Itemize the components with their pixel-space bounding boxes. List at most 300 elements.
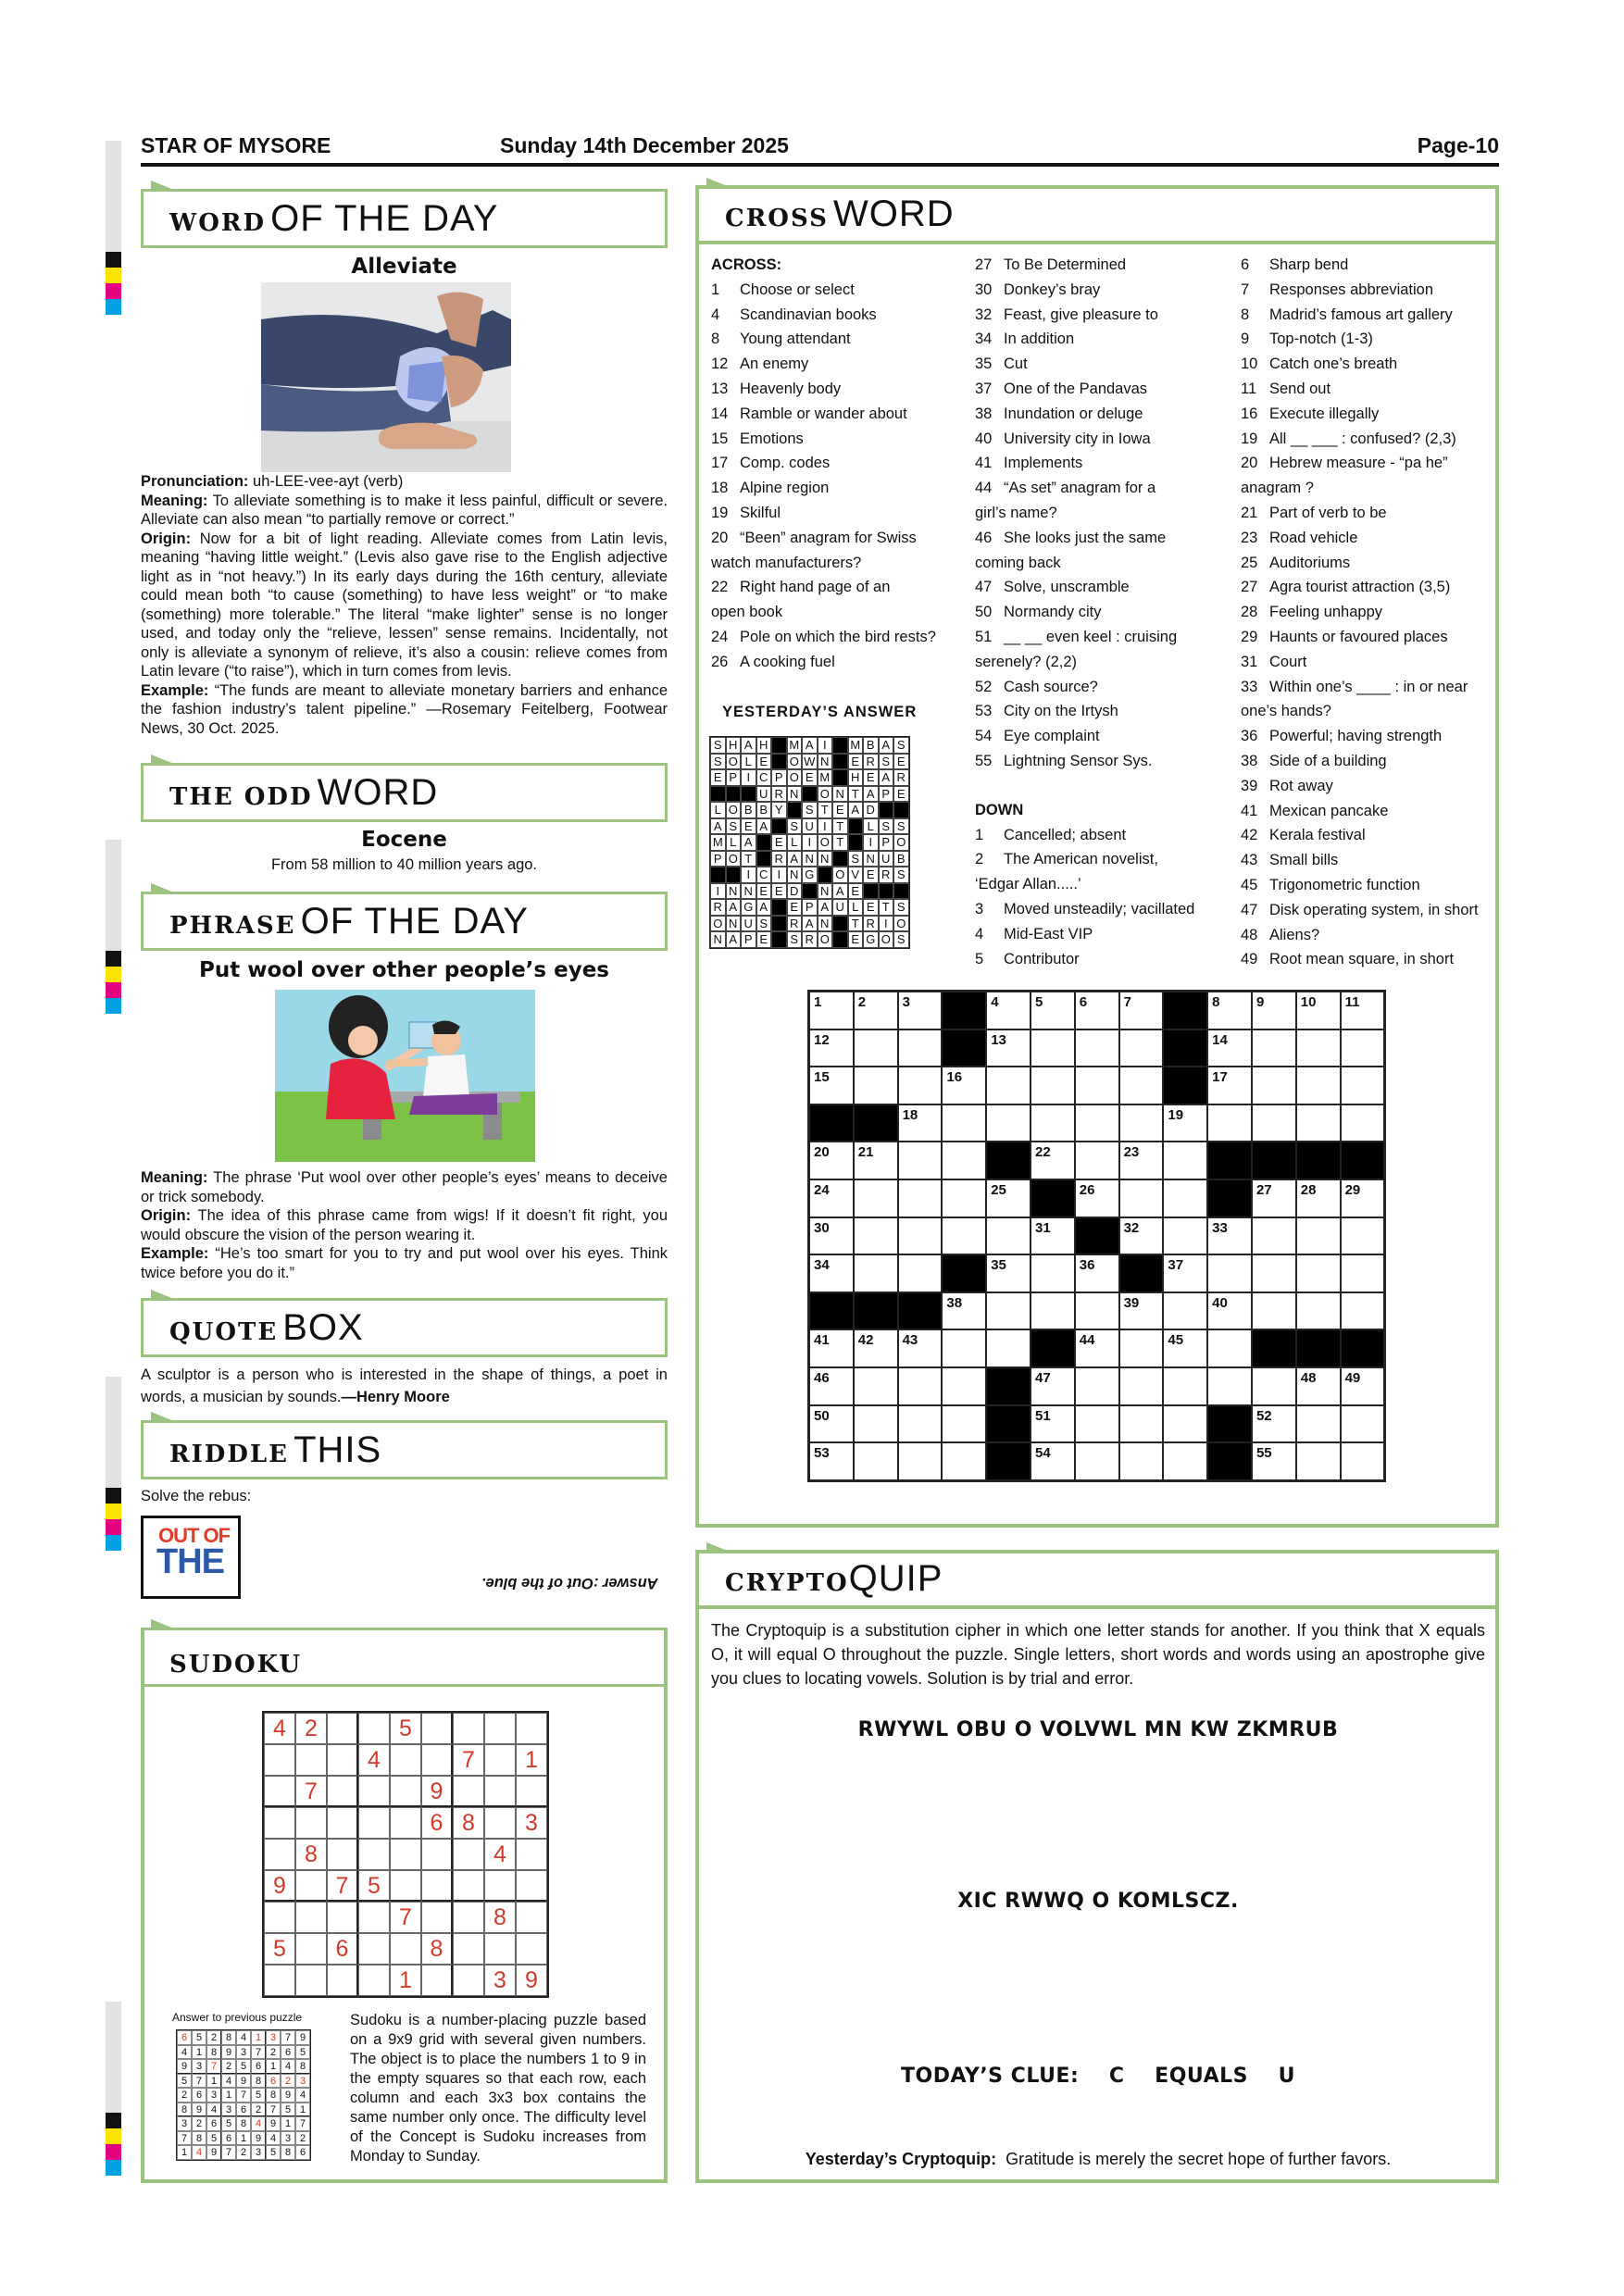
answer-cell [832, 754, 848, 770]
clue-item: 8 Madrid’s famous art gallery [1241, 306, 1453, 323]
crossword-cell[interactable] [1296, 1029, 1341, 1067]
answer-cell: N [818, 851, 833, 867]
crossword-cell[interactable] [1296, 1405, 1341, 1443]
crossword-cell[interactable] [898, 1217, 943, 1255]
crossword-cell[interactable] [942, 1104, 986, 1142]
crossword-cell[interactable]: 37 [1163, 1254, 1207, 1292]
sudoku-cell[interactable] [295, 1933, 327, 1965]
previous-answer-cell: 5 [221, 2116, 236, 2131]
answer-cell: E [756, 883, 772, 900]
crossword-cell[interactable] [1119, 1367, 1164, 1405]
answer-cell: U [879, 851, 894, 867]
crossword-cell[interactable] [1207, 1254, 1252, 1292]
crossword-block [1296, 1142, 1341, 1179]
crossword-cell[interactable] [1075, 1292, 1119, 1330]
crossword-cell[interactable]: 26 [1075, 1179, 1119, 1217]
crossword-cell[interactable]: 2 [854, 992, 898, 1029]
crossword-cell[interactable] [1252, 1292, 1296, 1330]
sudoku-cell[interactable] [295, 1870, 327, 1902]
crossword-cell[interactable] [1341, 1405, 1385, 1443]
crossword-cell[interactable]: 18 [898, 1104, 943, 1142]
crossword-cell[interactable]: 10 [1296, 992, 1341, 1029]
crossword-cell[interactable]: 25 [986, 1179, 1031, 1217]
sudoku-cell[interactable] [390, 1870, 421, 1902]
crossword-cell[interactable]: 44 [1075, 1329, 1119, 1367]
crossword-cell[interactable]: 51 [1031, 1405, 1075, 1443]
crossword-cell[interactable]: 14 [1207, 1029, 1252, 1067]
crossword-cell[interactable]: 7 [1119, 992, 1164, 1029]
crossword-cell[interactable] [1296, 1217, 1341, 1255]
sudoku-cell[interactable] [295, 1902, 327, 1933]
crossword-cell[interactable]: 41 [809, 1329, 854, 1367]
crossword-cell[interactable] [986, 1217, 1031, 1255]
crossword-cell[interactable] [1075, 1029, 1119, 1067]
crossword-cell[interactable] [1252, 1217, 1296, 1255]
sudoku-cell[interactable] [390, 1807, 421, 1839]
answer-cell: E [802, 769, 818, 786]
crossword-cell[interactable] [1252, 1067, 1296, 1104]
crossword-cell[interactable] [1252, 1254, 1296, 1292]
answer-cell [879, 802, 894, 818]
crossword-cell[interactable] [854, 1405, 898, 1443]
crossword-cell[interactable] [1341, 1104, 1385, 1142]
crossword-cell[interactable]: 3 [898, 992, 943, 1029]
crossword-cell[interactable] [1341, 1292, 1385, 1330]
crossword-cell[interactable] [1075, 1067, 1119, 1104]
previous-answer-cell: 4 [192, 2145, 206, 2160]
sudoku-cell[interactable] [295, 1744, 327, 1776]
answer-cell: E [771, 883, 787, 900]
sudoku-grid[interactable] [262, 1711, 549, 1998]
sudoku-cell[interactable] [453, 1965, 484, 1996]
crossword-cell[interactable] [1341, 1067, 1385, 1104]
crossword-cell[interactable]: 38 [942, 1292, 986, 1330]
clue-item: 11 Send out [1241, 380, 1331, 397]
crossword-cell[interactable]: 6 [1075, 992, 1119, 1029]
sudoku-cell[interactable] [327, 1839, 358, 1870]
sudoku-cell[interactable] [264, 1807, 295, 1839]
answer-cell: O [818, 931, 833, 948]
previous-answer-cell: 4 [295, 2088, 310, 2103]
crossword-cell[interactable]: 55 [1252, 1442, 1296, 1480]
previous-answer-cell: 6 [221, 2131, 236, 2146]
clue-item: 23 Road vehicle [1241, 529, 1358, 546]
crossword-cell[interactable]: 5 [1031, 992, 1075, 1029]
crossword-cell[interactable]: 48 [1296, 1367, 1341, 1405]
clue-item: 6 Sharp bend [1241, 256, 1349, 273]
sudoku-cell[interactable] [421, 1713, 453, 1744]
crossword-cell[interactable] [854, 1442, 898, 1480]
sudoku-cell[interactable] [358, 1933, 390, 1965]
crossword-block [986, 1405, 1031, 1443]
crossword-cell[interactable] [1119, 1104, 1164, 1142]
crossword-cell[interactable]: 16 [942, 1067, 986, 1104]
sudoku-cell[interactable] [484, 1870, 516, 1902]
crossword-cell[interactable]: 47 [1031, 1367, 1075, 1405]
previous-answer-cell: 3 [192, 2059, 206, 2074]
crossword-cell[interactable]: 45 [1163, 1329, 1207, 1367]
crossword-block [1207, 1405, 1252, 1443]
clue-item: 45 Trigonometric function [1241, 876, 1420, 893]
clue-item: 14 Ramble or wander about [711, 405, 907, 422]
answer-cell: L [848, 899, 864, 916]
crossword-cell[interactable] [986, 1292, 1031, 1330]
crossword-cell[interactable] [1163, 1367, 1207, 1405]
crossword-cell[interactable] [1296, 1254, 1341, 1292]
crossword-cell[interactable]: 31 [1031, 1217, 1075, 1255]
answer-cell: E [741, 818, 756, 835]
crossword-cell[interactable] [1075, 1367, 1119, 1405]
sudoku-cell[interactable] [453, 1776, 484, 1807]
sudoku-cell[interactable] [516, 1933, 547, 1965]
clue-continuation: ‘Edgar Allan.....’ [975, 876, 1081, 893]
answer-cell: P [802, 899, 818, 916]
crossword-cell[interactable] [1296, 1442, 1341, 1480]
crossword-cell[interactable] [854, 1029, 898, 1067]
sudoku-cell[interactable] [327, 1807, 358, 1839]
sudoku-cell[interactable] [390, 1839, 421, 1870]
sudoku-cell: 1 [516, 1744, 547, 1776]
crossword-cell[interactable]: 36 [1075, 1254, 1119, 1292]
previous-answer-cell: 7 [206, 2059, 221, 2074]
crossword-cell[interactable]: 42 [854, 1329, 898, 1367]
answer-cell: E [893, 754, 909, 770]
sudoku-cell[interactable] [327, 1965, 358, 1996]
previous-answer-cell: 1 [221, 2088, 236, 2103]
clue-continuation: watch manufacturers? [711, 554, 862, 571]
previous-answer-cell: 6 [177, 2030, 192, 2045]
previous-answer-cell: 1 [192, 2045, 206, 2060]
previous-answer-cell: 1 [281, 2116, 295, 2131]
quote-text: A sculptor is a person who is interested in the shape of things, a poet in words, a musician by sounds.—Henry Moore [141, 1366, 668, 1405]
crossword-cell[interactable] [942, 1142, 986, 1179]
sudoku-cell[interactable] [327, 1744, 358, 1776]
answer-cell: A [802, 916, 818, 932]
registration-bar [106, 840, 121, 951]
previous-answer-cell: 6 [281, 2045, 295, 2060]
clue-item: 7 Responses abbreviation [1241, 281, 1434, 298]
crossword-cell[interactable] [1031, 1292, 1075, 1330]
sudoku-cell[interactable] [264, 1744, 295, 1776]
crossword-cell[interactable] [898, 1405, 943, 1443]
crossword-cell[interactable]: 24 [809, 1179, 854, 1217]
sudoku-cell[interactable] [484, 1713, 516, 1744]
crossword-cell[interactable] [1341, 1029, 1385, 1067]
crossword-cell[interactable] [986, 1067, 1031, 1104]
foot-ice-pack-image [261, 282, 511, 472]
sudoku-cell[interactable] [295, 1807, 327, 1839]
crossword-cell[interactable]: 50 [809, 1405, 854, 1443]
sudoku-cell[interactable] [421, 1744, 453, 1776]
crossword-cell[interactable]: 13 [986, 1029, 1031, 1067]
word-of-day-body: Pronunciation: uh-LEE-vee-ayt (verb) Meaning: To alleviate something is to make it less painful, difficult or severe. Alleviate can also mean “to partially remove or correct.” Origin: Now for a bit of light reading. Alleviate comes from Latin levis, meaning “having little weight.” (Levis also gave rise to the English adjective light as in “not heavy.”) In its early days during the 16th century, alleviate could mean both “to cause (something) to have less weight” or “to make (something) more tolerable.” The literal “make lighter” sense is no longer used, and today only the “relieve, lessen” sense remains. Incidentally, not only is alleviate a synonym of relieve, it’s also a cousin: relieve comes from Latin levare (“to raise”), which in turn comes from levis. Example: “The funds are meant to alleviate monetary barriers and enhance the fashion industry’s talent pipeline.” —Rosemary Feitelberg, Footwear News, 30 Oct. 2025. [141, 473, 668, 737]
crossword-cell[interactable] [1163, 1217, 1207, 1255]
answer-cell [787, 802, 803, 818]
answer-cell: I [863, 834, 879, 851]
crossword-cell[interactable] [1119, 1067, 1164, 1104]
crossword-cell[interactable]: 29 [1341, 1179, 1385, 1217]
answer-cell: I [771, 867, 787, 883]
color-registration-marks [106, 951, 121, 1014]
riddle-prompt: Solve the rebus: [141, 1488, 252, 1504]
sudoku-cell[interactable] [453, 1713, 484, 1744]
sudoku-cell[interactable] [453, 1870, 484, 1902]
answer-cell: H [848, 769, 864, 786]
answer-cell [771, 737, 787, 754]
answer-cell: E [771, 834, 787, 851]
clue-item: 13 Heavenly body [711, 380, 842, 397]
crossword-cell[interactable]: 39 [1119, 1292, 1164, 1330]
sudoku-cell[interactable] [358, 1839, 390, 1870]
crossword-cell[interactable] [1296, 1292, 1341, 1330]
answer-cell: N [710, 931, 726, 948]
crossword-cell[interactable] [1075, 1104, 1119, 1142]
answer-cell: L [787, 834, 803, 851]
crossword-cell[interactable] [1119, 1442, 1164, 1480]
crossword-cell[interactable] [1296, 1104, 1341, 1142]
crossword-cell[interactable]: 20 [809, 1142, 854, 1179]
crossword-cell[interactable] [986, 1104, 1031, 1142]
crossword-cell[interactable] [854, 1254, 898, 1292]
yesterday-answer-label: YESTERDAY’S ANSWER [722, 704, 918, 720]
sudoku-cell[interactable] [516, 1776, 547, 1807]
crossword-cell[interactable] [1031, 1067, 1075, 1104]
crossword-cell[interactable]: 35 [986, 1254, 1031, 1292]
crossword-cell[interactable]: 43 [898, 1329, 943, 1367]
answer-cell [802, 883, 818, 900]
previous-answer-cell: 9 [192, 2103, 206, 2117]
crossword-cell[interactable] [1207, 1104, 1252, 1142]
crossword-cell[interactable] [1031, 1254, 1075, 1292]
clue-item: 1 Choose or select [711, 281, 855, 298]
sudoku-cell[interactable] [327, 1902, 358, 1933]
previous-answer-cell: 9 [281, 2088, 295, 2103]
crossword-cell[interactable]: 9 [1252, 992, 1296, 1029]
sudoku-cell[interactable] [484, 1776, 516, 1807]
answer-cell: R [863, 916, 879, 932]
clue-item: 16 Execute illegally [1241, 405, 1380, 422]
crossword-cell[interactable]: 32 [1119, 1217, 1164, 1255]
crossword-cell[interactable] [1119, 1329, 1164, 1367]
answer-cell: P [771, 769, 787, 786]
crossword-cell[interactable] [1341, 1254, 1385, 1292]
sudoku-cell[interactable] [358, 1807, 390, 1839]
answer-cell: B [756, 802, 772, 818]
crossword-cell[interactable]: 12 [809, 1029, 854, 1067]
answer-cell: U [741, 916, 756, 932]
crossword-cell[interactable] [1296, 1067, 1341, 1104]
crossword-cell[interactable]: 1 [809, 992, 854, 1029]
crossword-block [1031, 1179, 1075, 1217]
sudoku-cell[interactable] [264, 1776, 295, 1807]
previous-answer-cell: 5 [192, 2030, 206, 2045]
crossword-cell[interactable] [942, 1329, 986, 1367]
sudoku-cell[interactable] [327, 1776, 358, 1807]
crossword-cell[interactable] [1163, 1179, 1207, 1217]
crossword-cell[interactable] [1341, 1217, 1385, 1255]
crossword-cell[interactable]: 34 [809, 1254, 854, 1292]
crossword-grid[interactable] [807, 990, 1386, 1482]
sudoku-cell[interactable] [484, 1744, 516, 1776]
crossword-cell[interactable] [1075, 1442, 1119, 1480]
previous-answer-cell: 1 [266, 2059, 281, 2074]
crossword-cell[interactable] [854, 1217, 898, 1255]
crossword-cell[interactable] [942, 1367, 986, 1405]
answer-cell [893, 802, 909, 818]
clue-item: 20 “Been” anagram for Swiss [711, 529, 917, 546]
crossword-cell[interactable] [1075, 1142, 1119, 1179]
crossword-cell[interactable] [1341, 1442, 1385, 1480]
clue-item: 2 The American novelist, [975, 851, 1158, 868]
sudoku-cell[interactable] [516, 1902, 547, 1933]
crossword-cell[interactable] [942, 1442, 986, 1480]
previous-answer-cell: 8 [266, 2088, 281, 2103]
sudoku-cell[interactable] [453, 1839, 484, 1870]
crossword-cell[interactable] [898, 1442, 943, 1480]
crossword-cell[interactable] [1031, 1029, 1075, 1067]
clue-item: 46 She looks just the same [975, 529, 1167, 546]
crossword-cell[interactable]: 27 [1252, 1179, 1296, 1217]
crossword-cell[interactable] [854, 1067, 898, 1104]
crossword-cell[interactable]: 11 [1341, 992, 1385, 1029]
crossword-cell[interactable]: 54 [1031, 1442, 1075, 1480]
crossword-cell[interactable] [1119, 1405, 1164, 1443]
previous-answer-cell: 7 [266, 2103, 281, 2117]
crossword-cell[interactable] [1075, 1405, 1119, 1443]
crossword-cell[interactable]: 4 [986, 992, 1031, 1029]
crossword-cell[interactable] [1252, 1367, 1296, 1405]
sudoku-cell: 4 [484, 1839, 516, 1870]
sudoku-cell[interactable] [264, 1902, 295, 1933]
yesterday-answer-grid [709, 736, 910, 949]
crossword-cell[interactable] [942, 1405, 986, 1443]
crossword-cell[interactable]: 30 [809, 1217, 854, 1255]
crossword-cell[interactable] [1163, 1142, 1207, 1179]
answer-cell [741, 786, 756, 803]
previous-answer-cell: 7 [281, 2030, 295, 2045]
crossword-cell[interactable] [854, 1179, 898, 1217]
crossword-cell[interactable]: 52 [1252, 1405, 1296, 1443]
crossword-cell[interactable]: 17 [1207, 1067, 1252, 1104]
crossword-cell[interactable]: 19 [1163, 1104, 1207, 1142]
crossword-cell[interactable]: 8 [1207, 992, 1252, 1029]
crossword-cell[interactable] [986, 1329, 1031, 1367]
crossword-block [1207, 1442, 1252, 1480]
word-of-day-title: Alleviate [351, 255, 457, 279]
sudoku-cell[interactable] [421, 1965, 453, 1996]
crossword-cell[interactable] [1252, 1029, 1296, 1067]
crossword-cell[interactable]: 21 [854, 1142, 898, 1179]
sudoku-cell[interactable] [421, 1839, 453, 1870]
crossword-cell[interactable] [854, 1367, 898, 1405]
sudoku-cell[interactable] [390, 1933, 421, 1965]
answer-cell: N [818, 754, 833, 770]
answer-cell: A [756, 899, 772, 916]
sudoku-cell[interactable] [358, 1713, 390, 1744]
crossword-cell[interactable] [898, 1029, 943, 1067]
crossword-block [1163, 992, 1207, 1029]
answer-cell: A [741, 737, 756, 754]
previous-answer-cell: 4 [251, 2116, 266, 2131]
sudoku-cell[interactable] [264, 1839, 295, 1870]
sudoku-cell[interactable] [421, 1870, 453, 1902]
crossword-cell[interactable] [1163, 1292, 1207, 1330]
crossword-cell[interactable] [898, 1367, 943, 1405]
sudoku-cell[interactable] [516, 1839, 547, 1870]
crossword-cell[interactable]: 53 [809, 1442, 854, 1480]
answer-cell: B [741, 802, 756, 818]
answer-cell: A [726, 899, 742, 916]
answer-cell: A [710, 818, 726, 835]
sudoku-cell[interactable] [484, 1933, 516, 1965]
crossword-cell[interactable] [898, 1179, 943, 1217]
sudoku-cell[interactable] [453, 1902, 484, 1933]
crossword-cell[interactable]: 46 [809, 1367, 854, 1405]
answer-cell: E [710, 769, 726, 786]
sudoku-cell[interactable] [358, 1776, 390, 1807]
sudoku-cell[interactable] [390, 1776, 421, 1807]
crossword-cell[interactable]: 49 [1341, 1367, 1385, 1405]
crossword-cell[interactable] [1119, 1029, 1164, 1067]
crossword-cell[interactable]: 15 [809, 1067, 854, 1104]
crossword-cell[interactable] [1163, 1442, 1207, 1480]
crossword-cell[interactable] [1031, 1104, 1075, 1142]
crossword-cell[interactable] [898, 1254, 943, 1292]
crossword-cell[interactable] [942, 1179, 986, 1217]
sudoku-cell[interactable] [516, 1870, 547, 1902]
crossword-cell[interactable]: 23 [1119, 1142, 1164, 1179]
crossword-cell[interactable]: 33 [1207, 1217, 1252, 1255]
sudoku-cell[interactable] [390, 1744, 421, 1776]
clue-item: 17 Comp. codes [711, 455, 831, 472]
sudoku-cell[interactable] [453, 1933, 484, 1965]
cryptoquip-header: CRYPTOQUIP [695, 1550, 1499, 1609]
sudoku-cell[interactable] [358, 1965, 390, 1996]
previous-answer-cell: 6 [266, 2074, 281, 2089]
crossword-cell[interactable] [898, 1067, 943, 1104]
answer-cell: U [832, 899, 848, 916]
crossword-cell[interactable] [898, 1142, 943, 1179]
sudoku-cell[interactable] [516, 1713, 547, 1744]
crossword-cell[interactable]: 40 [1207, 1292, 1252, 1330]
previous-answer-label: Answer to previous puzzle [172, 2011, 303, 2024]
quote-author: —Henry Moore [341, 1389, 450, 1405]
sudoku-cell[interactable] [358, 1902, 390, 1933]
crossword-cell[interactable] [1119, 1179, 1164, 1217]
crossword-cell[interactable]: 22 [1031, 1142, 1075, 1179]
sudoku-cell[interactable] [421, 1902, 453, 1933]
crossword-cell[interactable] [1207, 1367, 1252, 1405]
clue-item: 27 To Be Determined [975, 256, 1127, 273]
previous-answer-cell: 3 [236, 2045, 251, 2060]
previous-answer-cell: 2 [177, 2088, 192, 2103]
sudoku-cell[interactable] [295, 1965, 327, 1996]
crossword-cell[interactable] [1252, 1104, 1296, 1142]
crossword-cell[interactable] [1163, 1405, 1207, 1443]
crossword-cell[interactable]: 28 [1296, 1179, 1341, 1217]
color-registration-marks [106, 1488, 121, 1551]
sudoku-cell: 8 [295, 1839, 327, 1870]
answer-cell [893, 883, 909, 900]
answer-cell: E [756, 754, 772, 770]
clue-item: 38 Inundation or deluge [975, 405, 1143, 422]
sudoku-cell[interactable] [327, 1713, 358, 1744]
sudoku-cell[interactable] [264, 1965, 295, 1996]
crossword-cell[interactable] [1207, 1329, 1252, 1367]
down-label: DOWN [975, 801, 1024, 818]
crossword-cell[interactable] [942, 1217, 986, 1255]
sudoku-cell[interactable] [484, 1807, 516, 1839]
